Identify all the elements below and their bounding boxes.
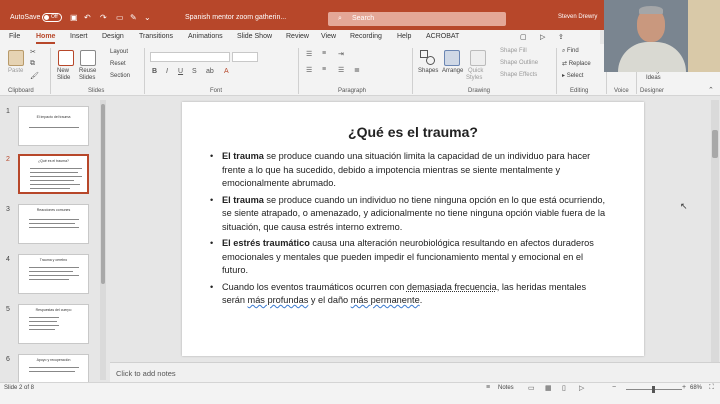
thumb-line	[29, 371, 75, 372]
select-button[interactable]: ▸ Select	[562, 73, 584, 79]
bullet-item	[210, 150, 610, 191]
bold-icon[interactable]: B	[152, 68, 158, 75]
voice-group-label: Voice	[614, 88, 629, 94]
font-name-box[interactable]	[150, 52, 230, 62]
notes-button[interactable]: Notes	[498, 385, 514, 391]
scrollbar-thumb[interactable]	[101, 104, 105, 284]
new-slide-label[interactable]: New	[57, 68, 70, 74]
tab-file[interactable]: File	[9, 33, 21, 40]
thumb-line	[29, 275, 79, 276]
designer-group-label: Designer	[640, 88, 665, 94]
font-size-box[interactable]	[232, 52, 258, 62]
italic-icon[interactable]: I	[166, 68, 168, 75]
thumb-number: 6	[6, 356, 10, 363]
bullet-text: causa una alteración neurobiológica resultando en afectos duraderos emocionales y mentales que pueden impedir el funcionamiento mental y emocional en el futuro.	[222, 238, 594, 275]
document-title: Spanish mentor zoom gatherin...	[185, 14, 287, 21]
slideshow-icon[interactable]: ▭	[116, 13, 124, 22]
undo-icon[interactable]: ↶	[84, 13, 91, 22]
zoom-out-icon[interactable]: −	[612, 384, 617, 391]
fit-slide-icon[interactable]: ⛶	[709, 384, 714, 391]
bullet-text: se produce cuando un individuo no tiene ninguna opción en lo que está ocurriendo, se siente atrapado, o amenazado, y adicionalmente no tiene ninguna opción viable fuera de la situación, que causa estrés interno extremo.	[222, 194, 606, 232]
shape-fill-button[interactable]: Shape Fill	[500, 48, 527, 54]
thumb-title: Apoyo y recuperación	[36, 358, 71, 362]
slide-thumbnail-pane	[0, 96, 110, 382]
webcam-person-hair	[639, 6, 663, 14]
reading-view-icon[interactable]: ▯	[562, 385, 566, 392]
search-placeholder: Search	[352, 15, 375, 22]
tab-help[interactable]: Help	[397, 33, 412, 40]
bullet-text: Cuando los eventos traumáticos ocurren con	[222, 281, 407, 292]
search-box[interactable]	[328, 12, 506, 26]
bullet-text: , las heridas mentales serán	[222, 281, 587, 305]
ribbon-tabs	[0, 30, 600, 44]
thumb-line	[29, 329, 55, 330]
slide-thumbnail[interactable]	[18, 354, 89, 382]
bullet-item	[210, 194, 610, 235]
slide-thumbnail[interactable]	[18, 254, 89, 294]
bullet-text: .	[419, 295, 423, 305]
mouse-cursor-icon: ↖	[680, 201, 688, 211]
arrange-label[interactable]: Arrange	[442, 68, 464, 74]
normal-view-icon[interactable]: ▭	[528, 385, 535, 392]
notes-pane[interactable]	[110, 362, 720, 382]
pen-icon[interactable]: ✎	[130, 13, 137, 22]
thumb-line	[30, 172, 78, 173]
bullet-bold: El trauma	[222, 151, 264, 161]
paragraph-group-label: Paragraph	[338, 88, 367, 94]
thumb-line	[29, 223, 75, 224]
tab-transitions[interactable]: Transitions	[139, 33, 173, 40]
section-button[interactable]: Section	[110, 73, 131, 79]
thumb-line	[30, 168, 82, 169]
thumb-line	[29, 325, 59, 326]
replace-button[interactable]: ⇄ Replace	[562, 61, 591, 67]
slide-thumbnail[interactable]	[18, 106, 89, 146]
align-right-icon[interactable]: ☰	[338, 67, 345, 74]
underlined-text: más profundas	[247, 295, 309, 305]
webcam-video	[604, 0, 720, 72]
save-icon[interactable]: ▣	[70, 13, 78, 22]
quick-access-icon[interactable]: ⌄	[144, 13, 151, 22]
bullet-text: y el daño	[308, 295, 351, 305]
thumb-number: 2	[6, 156, 10, 163]
bullet-item	[210, 237, 610, 278]
thumb-number: 5	[6, 306, 10, 313]
share-icon[interactable]: ⇪	[558, 34, 564, 41]
slide-thumbnail[interactable]	[18, 204, 89, 244]
zoom-slider-handle[interactable]	[652, 386, 655, 393]
webcam-door-frame	[688, 0, 720, 72]
indent-icon[interactable]: ⇥	[338, 51, 344, 58]
thumb-title: El impacto del trauma	[36, 115, 71, 119]
thumb-number: 4	[6, 256, 10, 263]
slide-thumbnail-active[interactable]	[18, 154, 89, 194]
comments-icon[interactable]: ▢	[520, 34, 527, 41]
ribbon-divider	[50, 48, 51, 94]
shapes-icon[interactable]	[420, 50, 436, 66]
thumb-number: 1	[6, 108, 10, 115]
slide-body[interactable]	[210, 150, 610, 311]
tab-animations[interactable]: Animations	[188, 33, 223, 40]
align-center-icon[interactable]: ≡	[322, 66, 327, 73]
strikethrough-icon[interactable]: ab	[206, 68, 214, 75]
underline-icon[interactable]: U	[178, 68, 184, 75]
reuse-slides-label[interactable]: Reuse	[79, 68, 97, 74]
thumb-title: Respuestas del cuerpo	[35, 308, 72, 312]
thumb-line	[30, 180, 74, 181]
present-icon[interactable]: ▷	[540, 34, 546, 41]
thumb-line	[29, 227, 79, 228]
reuse-slides-label-2[interactable]: Slides	[79, 75, 96, 81]
thumb-line	[30, 188, 70, 189]
bullets-icon[interactable]: ☰	[306, 51, 313, 58]
tab-design[interactable]: Design	[102, 33, 124, 40]
thumb-number: 3	[6, 206, 10, 213]
thumb-line	[30, 176, 82, 177]
shape-outline-button[interactable]: Shape Outline	[500, 60, 539, 66]
status-bar	[0, 382, 720, 404]
thumb-title: Trauma y cerebro	[39, 258, 68, 262]
design-ideas-label-2[interactable]: Ideas	[646, 75, 661, 81]
reset-button[interactable]: Reset	[110, 61, 126, 67]
font-color-icon[interactable]: A	[224, 68, 229, 75]
redo-icon[interactable]: ↷	[100, 13, 107, 22]
slide-counter: Slide 2 of 8	[4, 385, 35, 391]
shapes-label[interactable]: Shapes	[418, 68, 439, 74]
find-button[interactable]: ⌕ Find	[562, 48, 579, 54]
numbering-icon[interactable]: ≡	[322, 50, 327, 57]
new-slide-label-2[interactable]: Slide	[57, 75, 71, 81]
shape-effects-button[interactable]: Shape Effects	[500, 72, 538, 78]
thumb-line	[29, 127, 79, 128]
tab-view[interactable]: View	[321, 33, 337, 40]
slide-sorter-icon[interactable]: ▦	[545, 385, 552, 392]
ribbon-divider	[412, 48, 413, 94]
paste-label[interactable]: Paste	[8, 68, 24, 74]
ribbon-divider	[298, 48, 299, 94]
slideshow-view-icon[interactable]: ▷	[579, 385, 585, 392]
notes-placeholder[interactable]: Click to add notes	[116, 369, 176, 378]
arrange-icon[interactable]	[444, 50, 460, 66]
scrollbar-thumb[interactable]	[712, 130, 718, 158]
quick-styles-icon[interactable]	[470, 50, 486, 66]
tab-review[interactable]: Review	[286, 33, 309, 40]
notes-icon[interactable]: ≡	[486, 384, 491, 391]
bullet-text: se produce cuando una situación limita la capacidad de un individuo para hacer frente a lo que ha sucedido, debido a impotencia mientras se siente mentalmente y emocionalmente abrumado.	[222, 151, 591, 188]
justify-icon[interactable]: ≣	[354, 67, 360, 74]
slide-scrollbar[interactable]	[711, 100, 719, 362]
autosave-label: AutoSave	[10, 14, 41, 21]
find-label: Find	[567, 48, 579, 54]
underlined-text: demasiada frecuencia	[406, 281, 497, 292]
thumb-line	[30, 184, 80, 185]
underlined-text: más permanente	[350, 295, 420, 305]
layout-button[interactable]: Layout	[110, 49, 129, 55]
reuse-slides-icon[interactable]	[80, 50, 96, 66]
copy-icon[interactable]: ⧉	[30, 60, 35, 67]
thumb-line	[29, 321, 57, 322]
thumbnail-scrollbar[interactable]	[100, 100, 106, 380]
tab-insert[interactable]: Insert	[70, 33, 88, 40]
slide[interactable]	[182, 102, 644, 356]
paste-icon[interactable]	[8, 50, 24, 66]
align-left-icon[interactable]: ☰	[306, 67, 313, 74]
thumb-line	[29, 267, 79, 268]
ribbon-divider	[556, 48, 557, 94]
tab-recording[interactable]: Recording	[350, 33, 382, 40]
thumb-line	[29, 279, 69, 280]
bullet-bold: El estrés traumático	[222, 238, 310, 248]
collapse-ribbon-icon[interactable]: ⌃	[708, 87, 714, 94]
cut-icon[interactable]: ✂	[30, 49, 36, 56]
thumb-line	[29, 271, 73, 272]
clipboard-group-label: Clipboard	[8, 88, 34, 94]
new-slide-icon[interactable]	[58, 50, 74, 66]
thumb-line	[29, 367, 79, 368]
search-icon: ⌕	[338, 15, 342, 22]
slide-thumbnail[interactable]	[18, 304, 89, 344]
autosave-toggle[interactable]: Off	[42, 13, 62, 22]
tab-slide-show[interactable]: Slide Show	[237, 33, 273, 40]
editing-group-label: Editing	[570, 88, 589, 94]
thumb-line	[29, 317, 59, 318]
quick-styles-label[interactable]: Quick	[468, 68, 484, 74]
bullet-bold: El trauma	[222, 194, 264, 205]
thumb-title: Reacciones comunes	[36, 208, 71, 212]
tab-acrobat[interactable]: ACROBAT	[426, 33, 460, 40]
slide-title[interactable]: ¿Qué es el trauma?	[348, 124, 478, 140]
shadow-icon[interactable]: S	[192, 68, 197, 75]
zoom-in-icon[interactable]: +	[682, 384, 687, 391]
format-painter-icon[interactable]: 🖌	[30, 73, 39, 80]
bullet-item	[210, 281, 610, 308]
tab-home[interactable]: Home	[36, 33, 56, 40]
user-name[interactable]: Steven Drewry	[558, 14, 598, 20]
quick-styles-label-2[interactable]: Styles	[466, 75, 483, 81]
replace-label: Replace	[568, 61, 591, 67]
thumb-line	[29, 219, 79, 220]
drawing-group-label: Drawing	[468, 88, 491, 94]
zoom-level[interactable]: 68%	[690, 385, 703, 391]
ribbon-divider	[144, 48, 145, 94]
thumb-title: ¿Qué es el trauma?	[38, 159, 69, 163]
font-group-label: Font	[210, 88, 223, 94]
slides-group-label: Slides	[88, 88, 105, 94]
select-label: Select	[566, 73, 584, 79]
